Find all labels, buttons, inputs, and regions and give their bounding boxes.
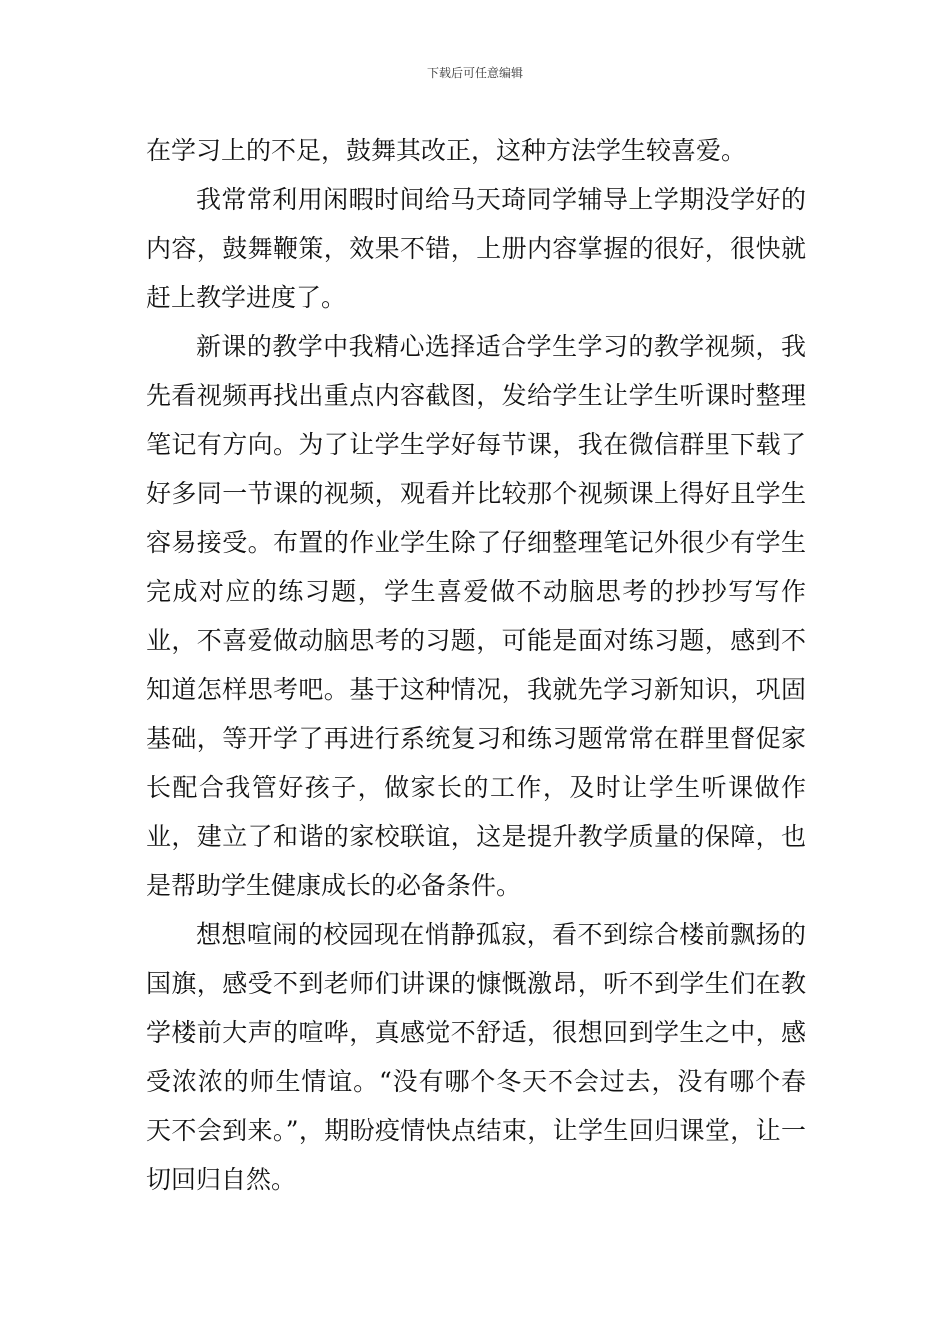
paragraph-reflection: 想想喧闹的校园现在悄静孤寂，看不到综合楼前飘扬的国旗，感受不到老师们讲课的慷慨激昂，听不到学生们在教学楼前大声的喧哗，真感觉不舒适，很想回到学生之中，感受浓浓的师生情谊。“没有哪个冬天不会过去，没有哪个春天不会到来。”，期盼疫情快点结束，让学生回归课堂，让一切回归自然。	[146, 920, 806, 1194]
paragraph-tutoring: 我常常利用闲暇时间给马天琦同学辅导上学期没学好的内容，鼓舞鞭策，效果不错，上册内容掌握的很好，很快就赶上教学进度了。	[146, 185, 806, 312]
page-header-note: 下载后可任意编辑	[426, 66, 523, 80]
paragraph-new-lessons: 新课的教学中我精心选择适合学生学习的教学视频，我先看视频再找出重点内容截图，发给学生让学生听课时整理笔记有方向。为了让学生学好每节课，我在微信群里下载了好多同一节课的视频，观看并比较那个视频课上得好且学生容易接受。布置的作业学生除了仔细整理笔记外很少有学生完成对应的练习题，学生喜爱做不动脑思考的抄抄写写作业，不喜爱做动脑思考的习题，可能是面对练习题，感到不知道怎样思考吧。基于这种情况，我就先学习新知识，巩固基础，等开学了再进行系统复习和练习题常常在群里督促家长配合我管好孩子，做家长的工作，及时让学生听课做作业，建立了和谐的家校联谊，这是提升教学质量的保障，也是帮助学生健康成长的必备条件。	[146, 332, 806, 900]
paragraph-continued: 在学习上的不足，鼓舞其改正，这种方法学生较喜爱。	[146, 136, 747, 165]
document-body	[146, 126, 806, 1204]
